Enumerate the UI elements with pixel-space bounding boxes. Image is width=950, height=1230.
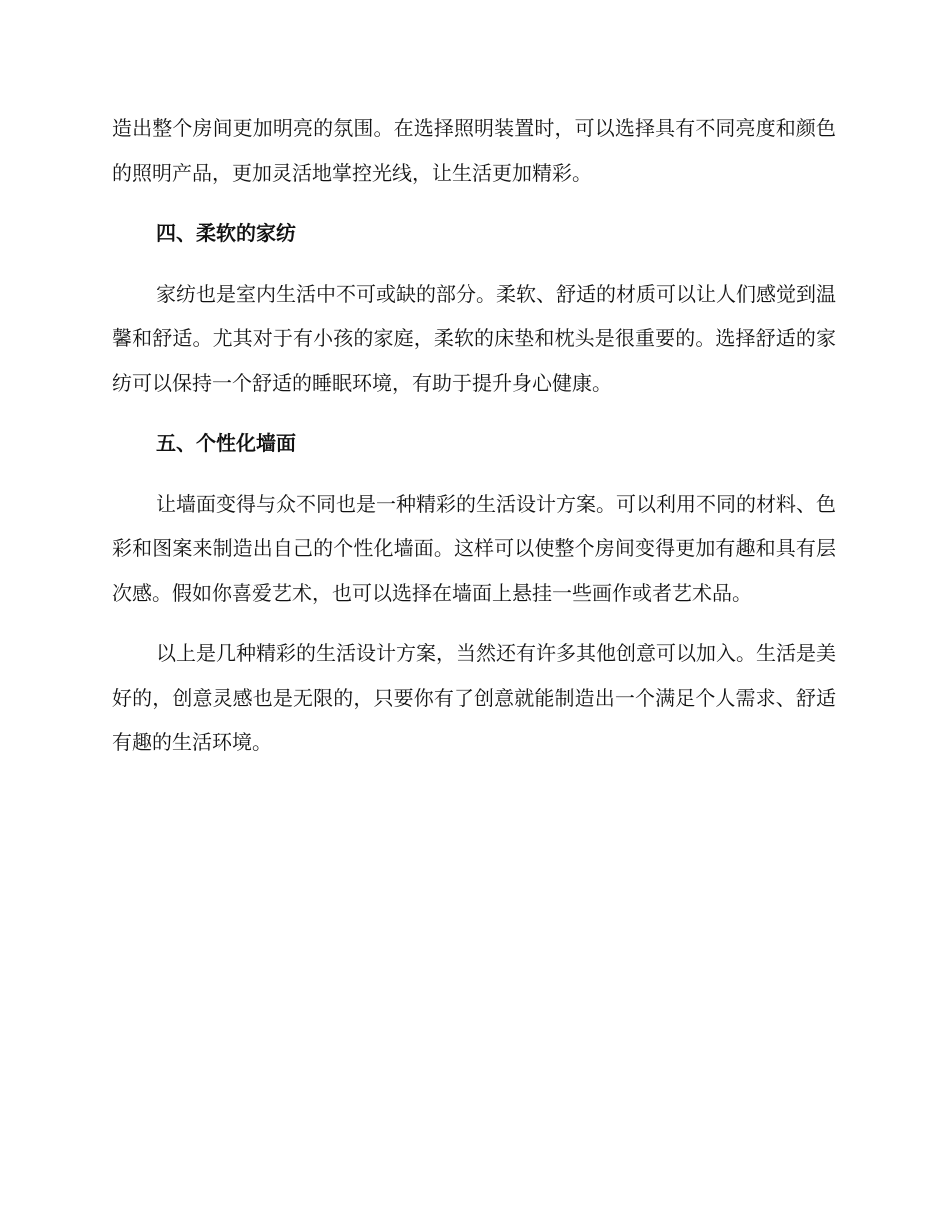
paragraph-lighting-continuation: 造出整个房间更加明亮的氛围。在选择照明装置时，可以选择具有不同亮度和颜色的照明产品，更加灵活地掌控光线，让生活更加精彩。 — [112, 116, 836, 185]
document-page — [112, 106, 836, 781]
section-heading-walls: 五、个性化墙面 — [156, 431, 296, 455]
section-heading-textiles: 四、柔软的家纺 — [156, 221, 296, 245]
paragraph-walls: 让墙面变得与众不同也是一种精彩的生活设计方案。可以利用不同的材料、色彩和图案来制造出自己的个性化墙面。这样可以使整个房间变得更加有趣和具有层次感。假如你喜爱艺术，也可以选择在墙面上悬挂一些画作或者艺术品。 — [112, 491, 836, 605]
paragraph-conclusion: 以上是几种精彩的生活设计方案，当然还有许多其他创意可以加入。生活是美好的，创意灵感也是无限的，只要你有了创意就能制造出一个满足个人需求、舒适有趣的生活环境。 — [112, 641, 836, 754]
paragraph-textiles: 家纺也是室内生活中不可或缺的部分。柔软、舒适的材质可以让人们感觉到温馨和舒适。尤其对于有小孩的家庭，柔软的床垫和枕头是很重要的。选择舒适的家纺可以保持一个舒适的睡眠环境，有助于提升身心健康。 — [112, 281, 836, 395]
